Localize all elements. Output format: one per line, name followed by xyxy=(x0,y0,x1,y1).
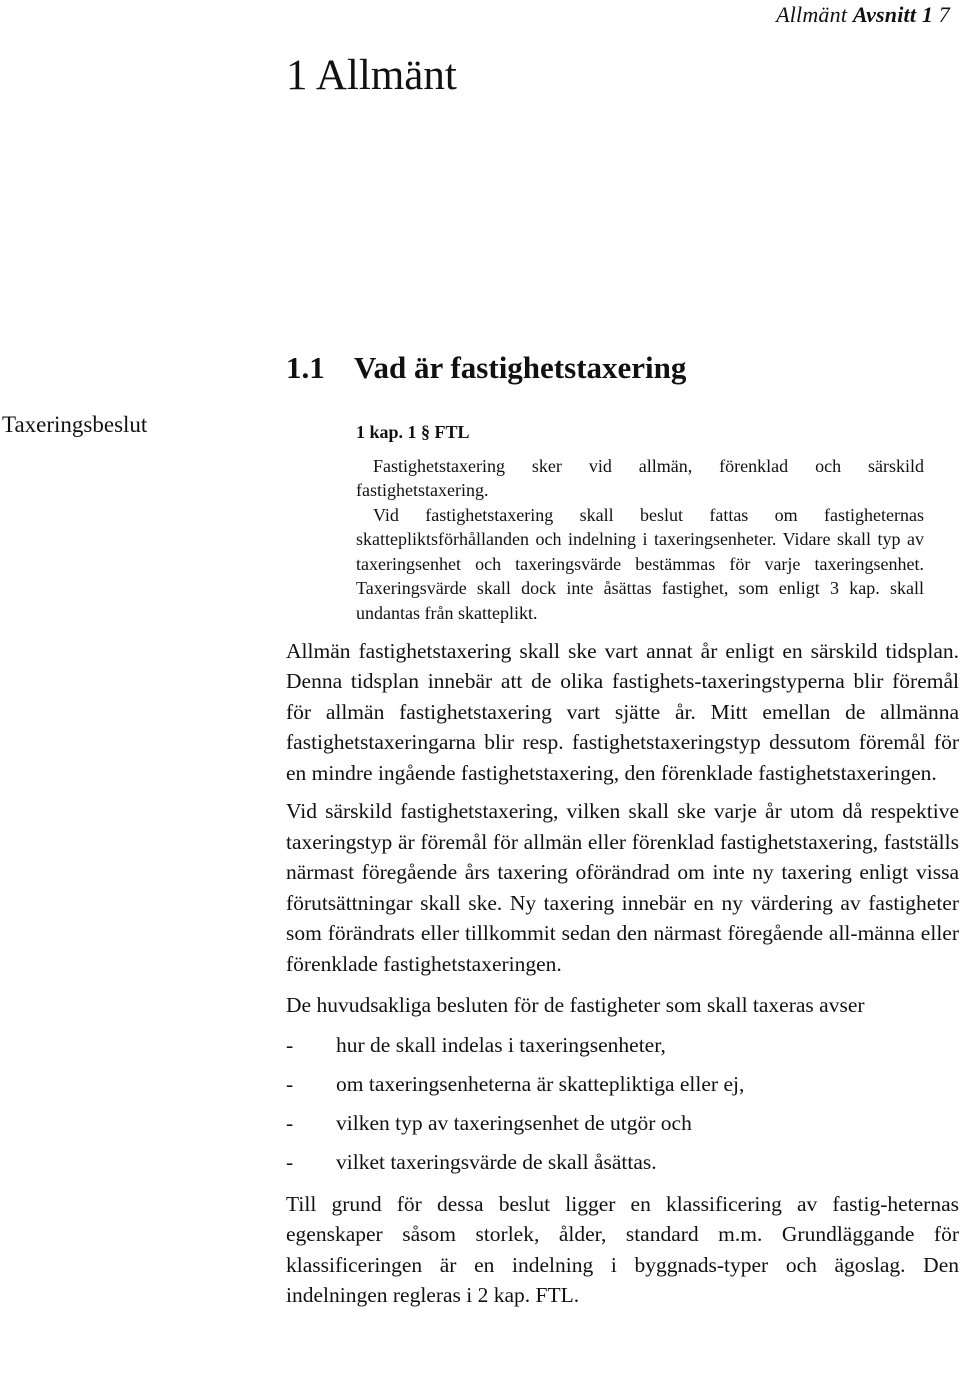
law-paragraph: Fastighetstaxering sker vid allmän, förenklad och särskild fastighetstaxering. xyxy=(356,455,924,500)
running-header-section: Avsnitt 1 xyxy=(852,2,934,27)
list-item xyxy=(286,1065,959,1104)
list-item xyxy=(286,1143,959,1182)
section-title: Vad är fastighetstaxering xyxy=(354,350,687,385)
list-item-text: vilken typ av taxeringsenhet de utgör och xyxy=(336,1110,692,1135)
law-quote xyxy=(356,420,924,625)
list-item-text: om taxeringsenheterna är skattepliktiga eller ej, xyxy=(336,1071,745,1096)
list-marker: - xyxy=(286,1071,294,1096)
list-item xyxy=(286,1104,959,1143)
running-header xyxy=(776,2,950,28)
list-marker: - xyxy=(286,1149,294,1174)
chapter-title: 1 Allmänt xyxy=(286,52,457,99)
body-paragraph: Vid särskild fastighetstaxering, vilken skall ske varje år utom då respektive taxeringstyp är föremål för allmän eller förenklad fastighetstaxering, fastställs närmast föregående års taxering oförändrad om inte ny taxering enligt vissa förutsättningar skall ske. Ny taxering innebär en ny värdering av fastigheter som förändrats eller tillkommit sedan den närmast föregående all-männa eller förenklade fastighetstaxeringen. xyxy=(286,799,959,976)
running-header-prefix: Allmänt xyxy=(776,2,848,27)
law-paragraph: Vid fastighetstaxering skall beslut fattas om fastigheternas skattepliktsförhållanden och indelning i taxeringsenheter. Vidare skall typ av taxeringsenhet och taxeringsvärde bestämmas för varje taxeringsenhet. Taxeringsvärde skall dock inte åsättas fastighet, som enligt 3 kap. skall undantas från skatteplikt. xyxy=(356,504,924,623)
list-item-text: vilket taxeringsvärde de skall åsättas. xyxy=(336,1149,657,1174)
list-marker: - xyxy=(286,1110,294,1135)
section-number: 1.1 xyxy=(286,350,325,385)
list-item xyxy=(286,1026,959,1065)
list-item-text: hur de skall indelas i taxeringsenheter, xyxy=(336,1032,666,1057)
body-paragraph: De huvudsakliga besluten för de fastigheter som skall taxeras avser xyxy=(286,992,865,1017)
body-paragraph: Allmän fastighetstaxering skall ske vart annat år enligt en särskild tidsplan. Denna tidsplan innebär att de olika fastighets-taxeringstyperna blir föremål för allmän fastighetstaxering vart sjätte år. Mitt emellan de allmänna fastighetstaxeringarna blir resp. fastighetstaxeringstyp dessutom föremål för en mindre ingående fastighetstaxering, den förenklade fastighetstaxeringen. xyxy=(286,639,959,785)
section-heading xyxy=(286,348,686,388)
page-number: 7 xyxy=(938,2,950,27)
decision-list xyxy=(286,1026,959,1182)
body-text xyxy=(286,636,959,1311)
list-marker: - xyxy=(286,1032,294,1057)
body-paragraph: Till grund för dessa beslut ligger en klassificering av fastig-heternas egenskaper såsom storlek, ålder, standard m.m. Grundläggande för klassificeringen är en indelning i byggnads-typer och ägoslag. Den indelningen regleras i 2 kap. FTL. xyxy=(286,1191,959,1308)
law-reference: 1 kap. 1 § FTL xyxy=(356,422,470,442)
margin-note: Taxeringsbeslut xyxy=(2,412,148,437)
